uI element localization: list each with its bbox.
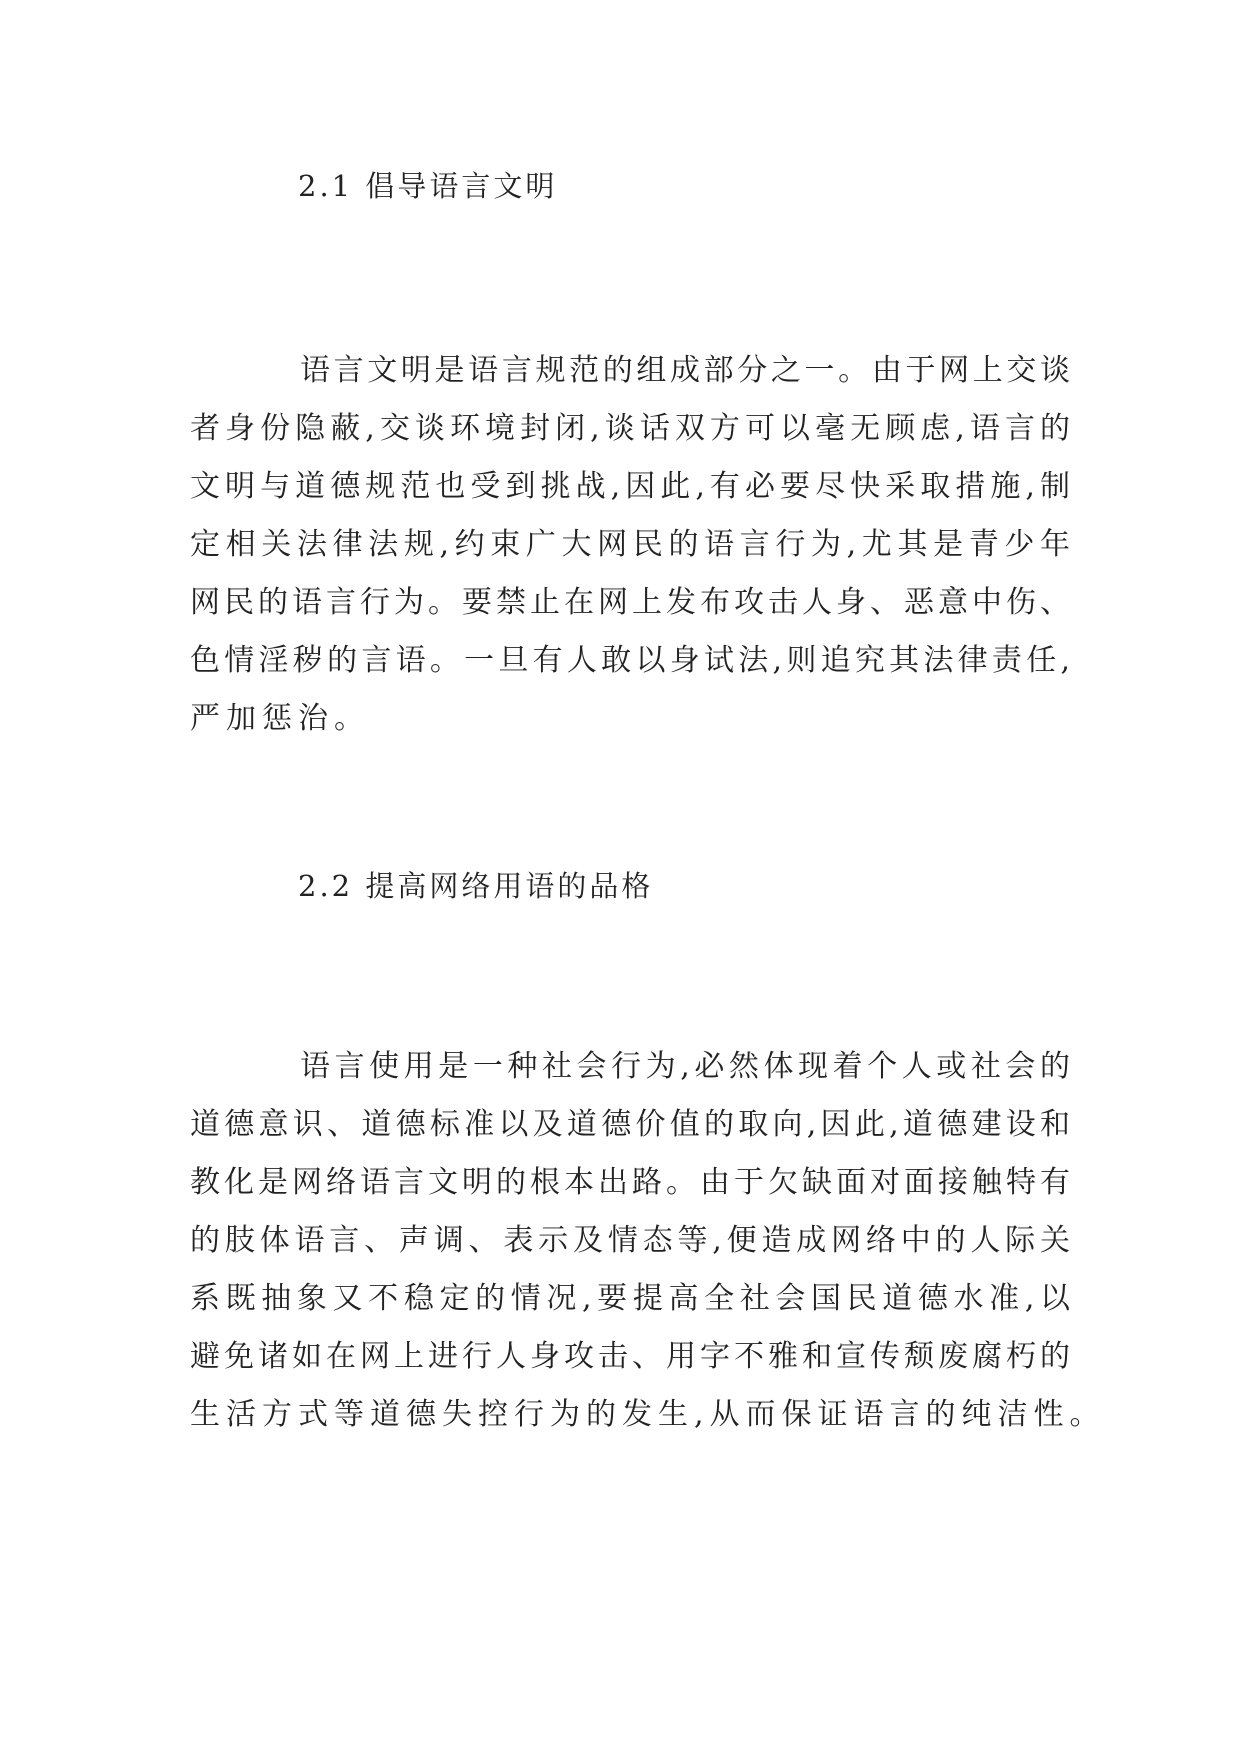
paragraph-line: 色情淫秽的言语。一旦有人敢以身试法,则追究其法律责任, — [190, 643, 1070, 678]
paragraph-language-civility — [190, 342, 1070, 748]
paragraph-line: 道德意识、道德标准以及道德价值的取向,因此,道德建设和 — [190, 1107, 1070, 1142]
paragraph-line: 避免诸如在网上进行人身攻击、用字不雅和宣传颓废腐朽的 — [190, 1339, 1070, 1374]
section-heading-2-1: 2.1 倡导语言文明 — [298, 169, 558, 203]
paragraph-line: 严加惩治。 — [190, 701, 370, 736]
paragraph-line: 系既抽象又不稳定的情况,要提高全社会国民道德水准,以 — [190, 1281, 1070, 1316]
paragraph-line: 网民的语言行为。要禁止在网上发布攻击人身、恶意中伤、 — [190, 585, 1070, 620]
paragraph-online-language-quality — [190, 1038, 1106, 1444]
paragraph-line: 语言文明是语言规范的组成部分之一。由于网上交谈 — [300, 353, 1070, 388]
paragraph-line: 者身份隐蔽,交谈环境封闭,谈话双方可以毫无顾虑,语言的 — [190, 411, 1070, 446]
paragraph-line: 教化是网络语言文明的根本出路。由于欠缺面对面接触特有 — [190, 1165, 1070, 1200]
paragraph-line: 生活方式等道德失控行为的发生,从而保证语言的纯洁性。 — [190, 1397, 1106, 1432]
paragraph-line: 的肢体语言、声调、表示及情态等,便造成网络中的人际关 — [190, 1223, 1070, 1258]
paragraph-line: 语言使用是一种社会行为,必然体现着个人或社会的 — [300, 1049, 1070, 1084]
paragraph-line: 定相关法律法规,约束广大网民的语言行为,尤其是青少年 — [190, 527, 1070, 562]
section-heading-2-2: 2.2 提高网络用语的品格 — [298, 869, 654, 903]
paragraph-line: 文明与道德规范也受到挑战,因此,有必要尽快采取措施,制 — [190, 469, 1070, 504]
